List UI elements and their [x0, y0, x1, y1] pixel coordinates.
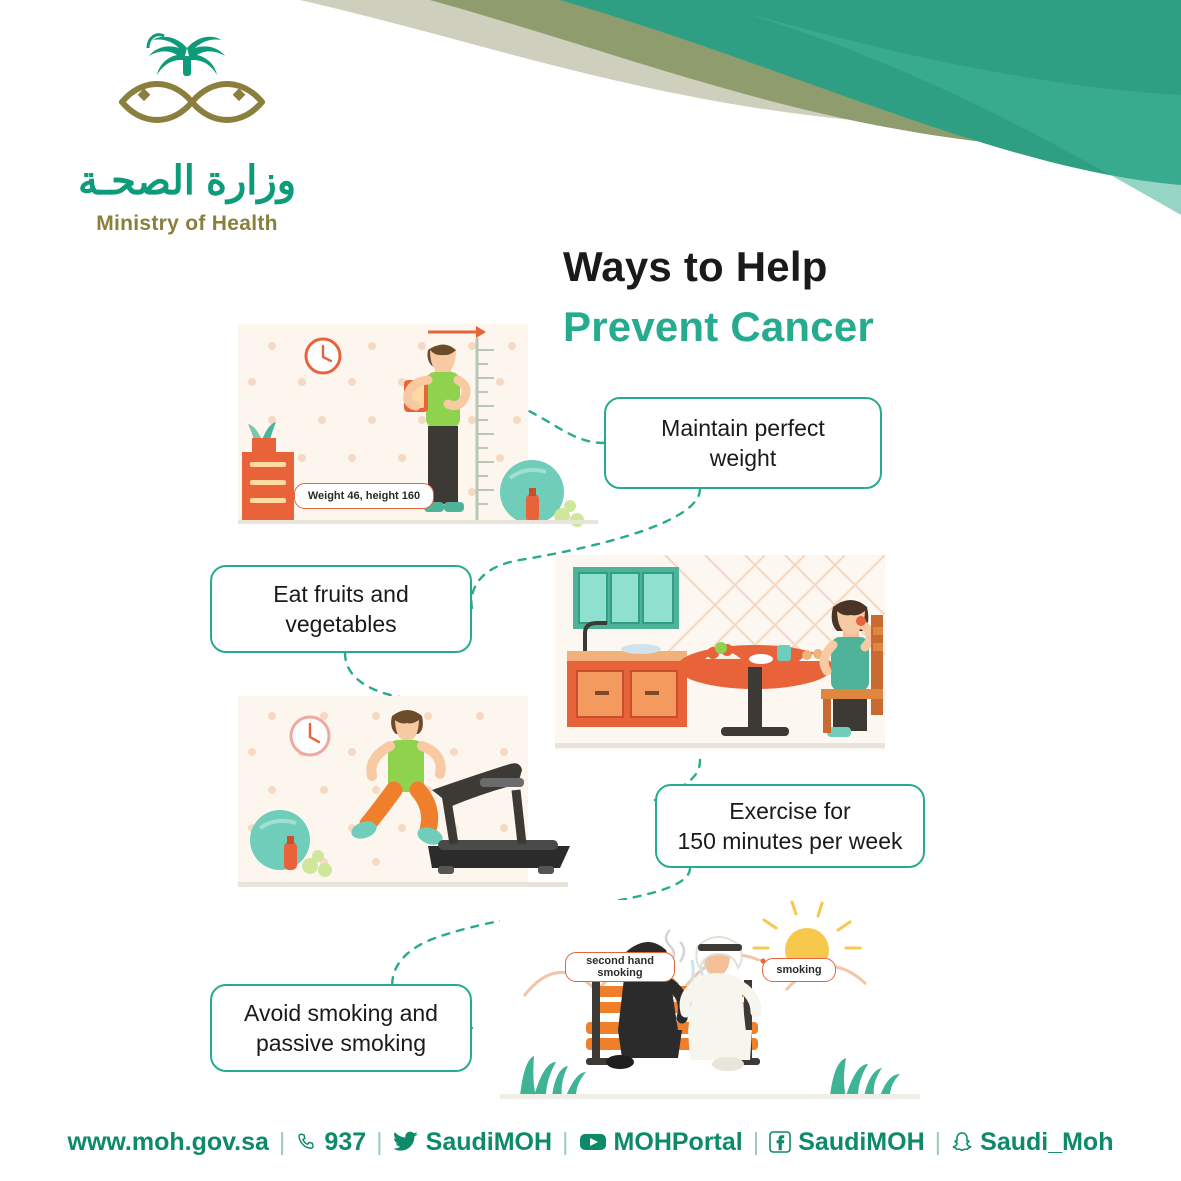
smoking-tag: smoking [762, 958, 836, 982]
tip-bubble-eat-fruits[interactable] [210, 565, 472, 653]
youtube-icon [579, 1131, 607, 1153]
footer-separator-2: | [376, 1127, 383, 1156]
phone-icon [295, 1131, 317, 1153]
tip-food-line2: vegetables [285, 611, 397, 637]
moh-logo-mark [52, 30, 322, 160]
page-title-line2: Prevent Cancer [563, 303, 874, 350]
tip-exercise-line2: 150 minutes per week [677, 828, 903, 854]
twitter-bird-icon [393, 1131, 419, 1153]
logo-english-text: Ministry of Health [96, 212, 278, 235]
footer-separator-4: | [752, 1127, 760, 1156]
footer-facebook[interactable] [769, 1128, 924, 1157]
tip-exercise-line1: Exercise for [729, 797, 851, 824]
footer-twitter-label: SaudiMOH [425, 1127, 553, 1156]
second-hand-smoking-line1: second hand [586, 954, 654, 967]
footer-website[interactable] [68, 1128, 269, 1157]
second-hand-smoking-line2: smoking [597, 967, 643, 979]
moh-logo [52, 30, 322, 240]
illustration-eating-fruits [555, 555, 885, 765]
facebook-icon [769, 1131, 791, 1153]
tip-bubble-avoid-smoking[interactable] [210, 984, 472, 1072]
footer-website-label: www.moh.gov.sa [67, 1127, 269, 1156]
tip-weight-line2: weight [709, 445, 777, 471]
illustration-measuring-height [232, 320, 604, 530]
footer-snapchat[interactable] [951, 1128, 1113, 1157]
weight-height-tag: Weight 46, height 160 [294, 483, 434, 509]
logo-arabic-text: وزارة الصحـة [77, 159, 297, 203]
illustration-passive-smoking [500, 900, 920, 1110]
footer-twitter[interactable] [393, 1128, 552, 1157]
snapchat-ghost-icon [951, 1131, 973, 1153]
footer-facebook-label: SaudiMOH [798, 1127, 925, 1156]
second-hand-smoking-tag [565, 952, 675, 982]
footer-phone[interactable] [295, 1128, 366, 1157]
footer-youtube-label: MOHPortal [613, 1127, 743, 1156]
footer-snapchat-label: Saudi_Moh [980, 1127, 1114, 1156]
tip-food-line1: Eat fruits and [273, 580, 409, 607]
tip-weight-line1: Maintain perfect [661, 414, 825, 441]
footer-separator-1: | [278, 1127, 286, 1156]
footer-separator-3: | [562, 1127, 569, 1156]
tip-bubble-exercise[interactable] [655, 784, 925, 868]
tip-bubble-maintain-weight[interactable] [604, 397, 882, 489]
tip-smoking-line2: passive smoking [255, 1030, 426, 1056]
footer-phone-label: 937 [324, 1127, 367, 1156]
footer-youtube[interactable] [579, 1128, 743, 1157]
page-title-line1: Ways to Help [563, 243, 828, 290]
footer-separator-5: | [934, 1127, 942, 1156]
footer-contact-bar [0, 1118, 1181, 1166]
tip-smoking-line1: Avoid smoking and [244, 999, 438, 1026]
illustration-treadmill-running [232, 690, 572, 905]
